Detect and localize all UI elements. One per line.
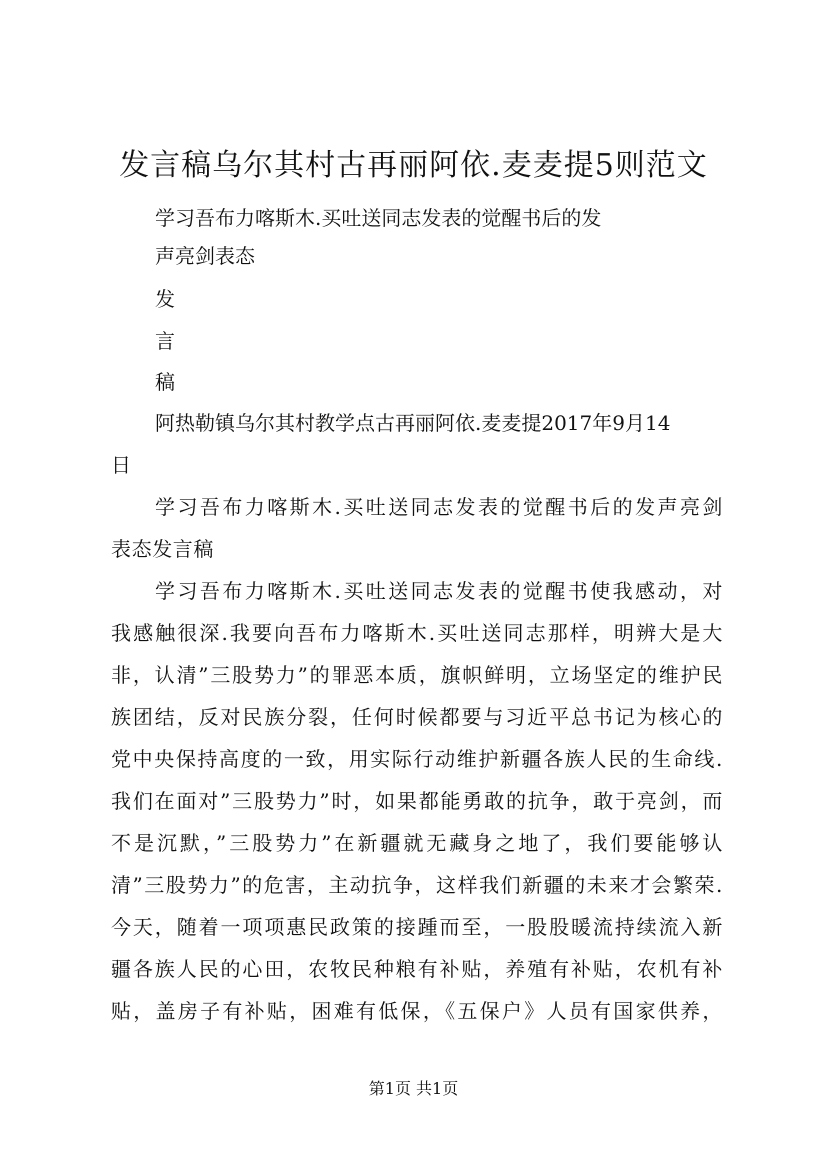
intro-line: 声亮剑表态: [155, 244, 255, 268]
body-line: 学习吾布力喀斯木.买吐送同志发表的觉醒书使我感动，对: [155, 579, 723, 603]
body-line: 族团结，反对民族分裂，任何时候都要与习近平总书记为核心的: [111, 705, 723, 729]
body-line: 清”三股势力”的危害，主动抗争，这样我们新疆的未来才会繁荣.: [111, 873, 723, 897]
subtitle-line: 表态发言稿: [111, 537, 214, 561]
intro-line: 稿: [155, 370, 175, 394]
intro-line: 学习吾布力喀斯木.买吐送同志发表的觉醒书后的发: [155, 206, 602, 230]
author-line: 阿热勒镇乌尔其村教学点古再丽阿依.麦麦提2017年9月14: [155, 411, 671, 435]
subtitle-line: 学习吾布力喀斯木.买吐送同志发表的觉醒书后的发声亮剑: [155, 495, 723, 519]
document-title: 发言稿乌尔其村古再丽阿依.麦麦提5则范文: [119, 148, 708, 183]
body-line: 不是沉默，”三股势力”在新疆就无藏身之地了，我们要能够认: [111, 831, 723, 855]
body-line: 疆各族人民的心田，农牧民种粮有补贴，养殖有补贴，农机有补: [111, 957, 723, 981]
intro-line: 言: [155, 329, 175, 353]
intro-line: 发: [155, 287, 175, 311]
page-footer: 第1页 共1页: [368, 1079, 459, 1098]
author-line: 日: [111, 453, 131, 477]
body-line: 我感触很深.我要向吾布力喀斯木.买吐送同志那样，明辨大是大: [111, 621, 723, 645]
body-line: 今天，随着一项项惠民政策的接踵而至，一股股暖流持续流入新: [111, 915, 723, 939]
body-line: 贴，盖房子有补贴，困难有低保，《五保户》人员有国家供养，: [111, 999, 723, 1023]
body-line: 非，认清”三股势力”的罪恶本质，旗帜鲜明，立场坚定的维护民: [111, 663, 723, 687]
body-line: 我们在面对”三股势力”时，如果都能勇敢的抗争，敢于亮剑，而: [111, 789, 723, 813]
body-line: 党中央保持高度的一致，用实际行动维护新疆各族人民的生命线.: [111, 747, 723, 771]
